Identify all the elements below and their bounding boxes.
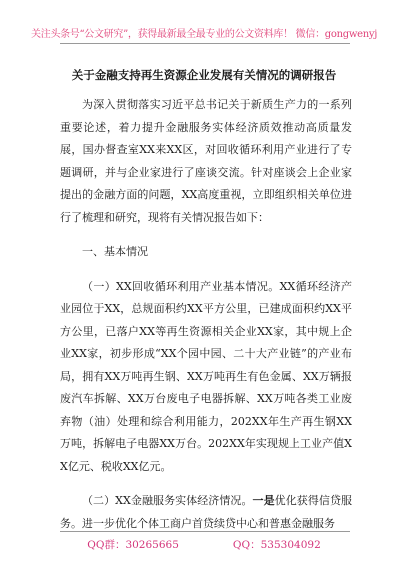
- section-heading-basic-situation: 一、基本情况: [82, 245, 148, 258]
- footer: [0, 537, 408, 552]
- item-2-bold-marker: 一是: [252, 494, 275, 507]
- header-divider: [60, 43, 350, 44]
- document-body: [60, 94, 352, 547]
- footer-qq-contact: QQ：535304092: [232, 539, 321, 551]
- intro-paragraph: 为深入贯彻落实习近平总书记关于新质生产力的一系列重要论述，着力提升金融服务实体经济质效推动高质量发展，国办督查室XX来XX区，对回收循环利用产业进行了专题调研，并与企业家进行了座谈交流。针对座谈会上企业家提出的金融方面的问题，XX高度重视，立即组织相关单位进行了梳理和研究，现将有关情况报告如下：: [60, 98, 352, 224]
- footer-divider: [60, 531, 350, 532]
- header-note: 关注头条号“公文研究”，获得最新最全最专业的公文资料库！ 微信：gongwenyj: [30, 29, 378, 40]
- document-title: 关于金融支持再生资源企业发展有关情况的调研报告: [71, 68, 337, 82]
- paragraph-item-1: （一）XX回收循环利用产业基本情况。XX循环经济产业园位于XX，总规面积约XX平方公里，已建成面积约XX平方公里，已落户XX等再生资源相关企业XX家，其中规上企业XX家，初步形成“XX个园中园、二十大产业链”的产业布局，拥有XX万吨再生钢、XX万吨再生有色金属、XX万辆报废汽车拆解、XX万台废电子电器拆解、XX万吨各类工业废弃物（油）处理和综合利用能力，202XX年生产再生钢XX万吨，拆解电子电器XX万台。202XX年实现规上工业产值XX亿元、税收XX亿元。: [60, 279, 352, 473]
- item-2-lead: （二）XX金融服务实体经济情况。: [82, 494, 253, 507]
- paragraph-item-2: [60, 490, 352, 535]
- footer-qq-group: QQ群：30265665: [87, 539, 179, 551]
- item-2-text: 优化获得信贷服务。进一步优化个体工商户首贷续贷中心和普惠金融服务: [60, 494, 353, 530]
